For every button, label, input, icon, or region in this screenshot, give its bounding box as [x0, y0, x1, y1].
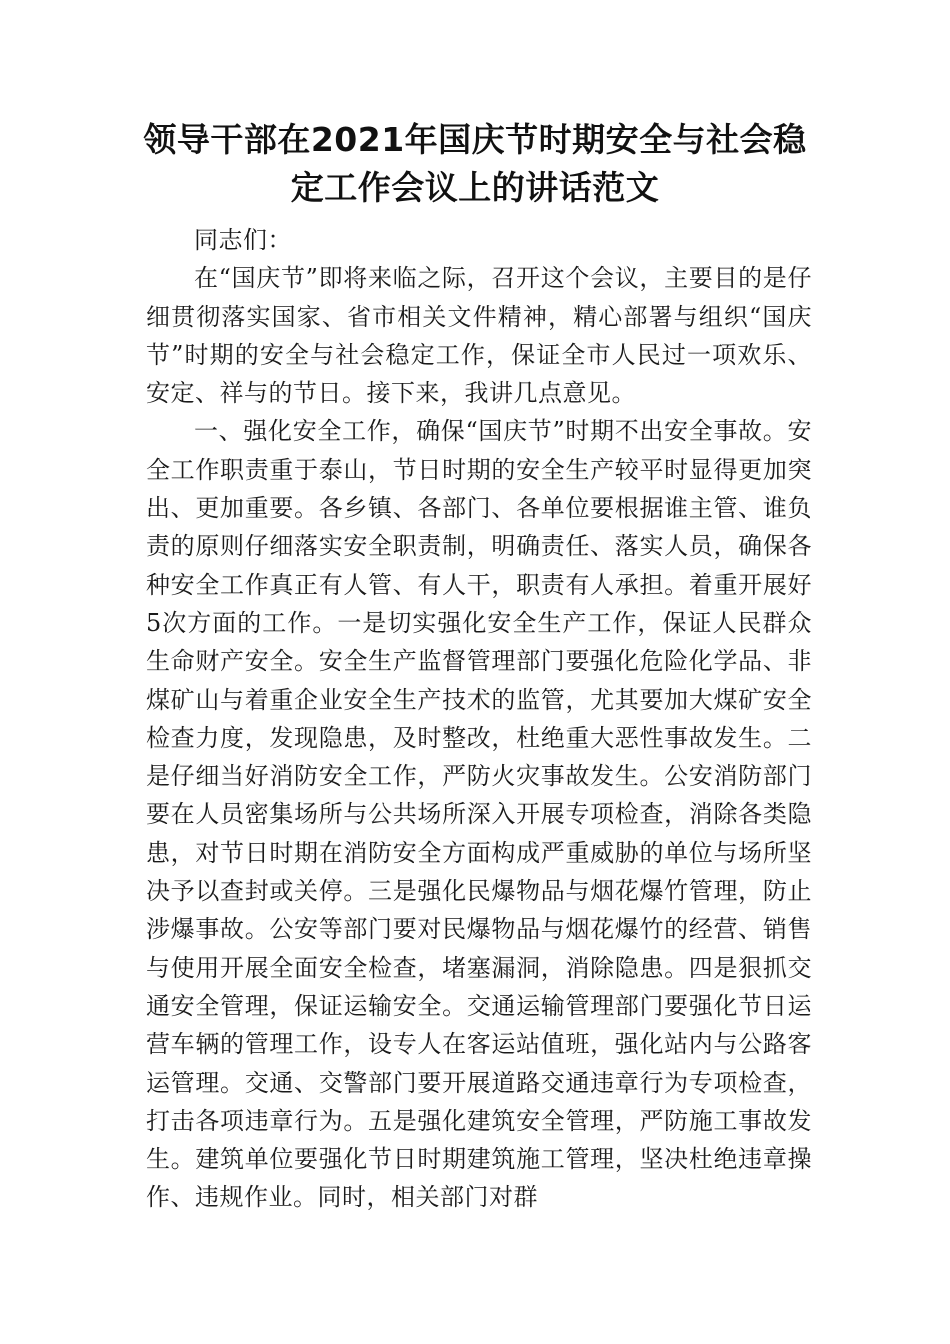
paragraph-section-one: 一、强化安全工作，确保“国庆节”时期不出安全事故。安全工作职责重于泰山，节日时期的安全生产较平时显得更加突出、更加重要。各乡镇、各部门、各单位要根据谁主管、谁负责的原则仔细落实安全职责制，明确责任、落实人员，确保各种安全工作真正有人管、有人干，职责有人承担。着重开展好5次方面的工作。一是切实强化安全生产工作，保证人民群众生命财产安全。安全生产监督管理部门要强化危险化学品、非煤矿山与着重企业安全生产技术的监管，尤其要加大煤矿安全检查力度，发现隐患，及时整改，杜绝重大恶性事故发生。二是仔细当好消防安全工作，严防火灾事故发生。公安消防部门要在人员密集场所与公共场所深入开展专项检查，消除各类隐患，对节日时期在消防安全方面构成严重威胁的单位与场所坚决予以查封或关停。三是强化民爆物品与烟花爆竹管理，防止涉爆事故。公安等部门要对民爆物品与烟花爆竹的经营、销售与使用开展全面安全检查，堵塞漏洞，消除隐患。四是狠抓交通安全管理，保证运输安全。交通运输管理部门要强化节日运营车辆的管理工作，设专人在客运站值班，强化站内与公路客运管理。交通、交警部门要开展道路交通违章行为专项检查，打击各项违章行为。五是强化建筑安全管理，严防施工事故发生。建筑单位要强化节日时期建筑施工管理，坚决杜绝违章操作、违规作业。同时，相关部门对群 [146, 417, 812, 1212]
salutation: 同志们： [194, 226, 292, 254]
paragraph-intro: 在“国庆节”即将来临之际，召开这个会议，主要目的是仔细贯彻落实国家、省市相关文件精神，精心部署与组织“国庆节”时期的安全与社会稳定工作，保证全市人民过一项欢乐、安定、祥与的节日。接下来，我讲几点意见。 [146, 264, 812, 408]
document-title: 领导干部在2021年国庆节时期安全与社会稳定工作会议上的讲话范文 [143, 120, 807, 207]
document-body [146, 221, 812, 1217]
